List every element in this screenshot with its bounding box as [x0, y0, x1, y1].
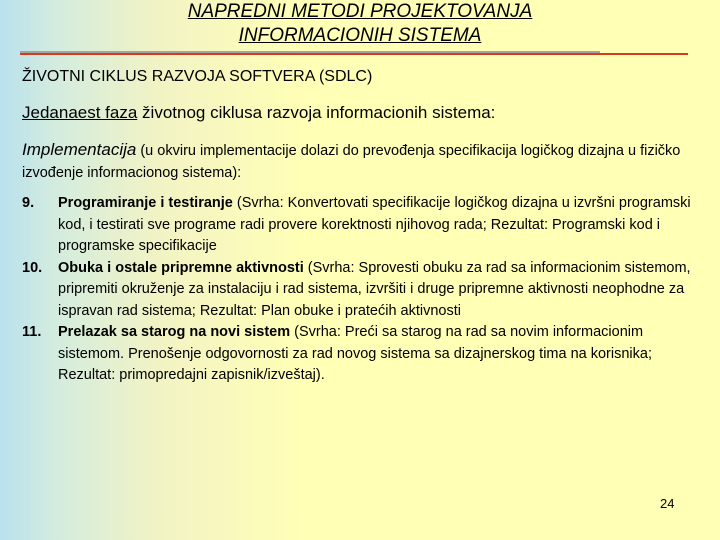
sdlc-heading: ŽIVOTNI CIKLUS RAZVOJA SOFTVERA (SDLC) [22, 68, 373, 85]
title-line-1: NAPREDNI METODI PROJEKTOVANJA [187, 1, 533, 22]
item-name: Obuka i ostale pripremne aktivnosti [58, 259, 304, 276]
slide-title [60, 0, 660, 48]
title-line-2: INFORMACIONIH SISTEMA [238, 25, 482, 46]
item-description: (Svrha: Konvertovati specifikacije logičkog dizajna u izvršni programski kod, i testirati sve programe radi provere korektnosti njihovog rada; Rezultat: Programski kod i programske specifikacije [58, 195, 691, 254]
item-name: Prelazak sa starog na novi sistem [58, 324, 291, 340]
phase-list [22, 193, 712, 387]
item-number: 10. [22, 259, 43, 276]
list-item [22, 258, 712, 323]
implementation-paragraph [22, 139, 712, 184]
list-item [22, 322, 712, 387]
list-item [22, 193, 712, 258]
phases-intro [22, 103, 495, 123]
item-name: Programiranje i testiranje [58, 195, 233, 211]
title-divider-red [20, 53, 688, 55]
phases-intro-rest: životnog ciklusa razvoja informacionih sistema: [137, 103, 496, 122]
page-number: 24 [660, 496, 675, 511]
phases-intro-underlined: Jedanaest faza [22, 103, 138, 122]
item-description: (Svrha: Sprovesti obuku za rad sa informacionim sistemom, pripremiti okruženje za instalaciju i rad sistema, izvršiti i druge pripremne aktivnosti neophodne za ispravan rad sistema; Rezultat: Plan obuke i pratećih aktivnosti [58, 259, 691, 319]
implementation-text: (u okviru implementacije dolazi do prevođenja specifikacija logičkog dizajna u fizičko izvođenje informacionog sistema): [22, 143, 681, 181]
item-description: (Svrha: Preći sa starog na rad sa novim informacionim sistemom. Prenošenje odgovornosti za rad novog sistema sa dizajnerskog tima na korisnika; Rezultat: primopredajni zapisnik/izveštaj). [58, 324, 652, 383]
item-number: 9. [22, 195, 35, 211]
implementation-keyword: Implementacija [22, 140, 137, 159]
item-number: 11. [22, 324, 42, 340]
